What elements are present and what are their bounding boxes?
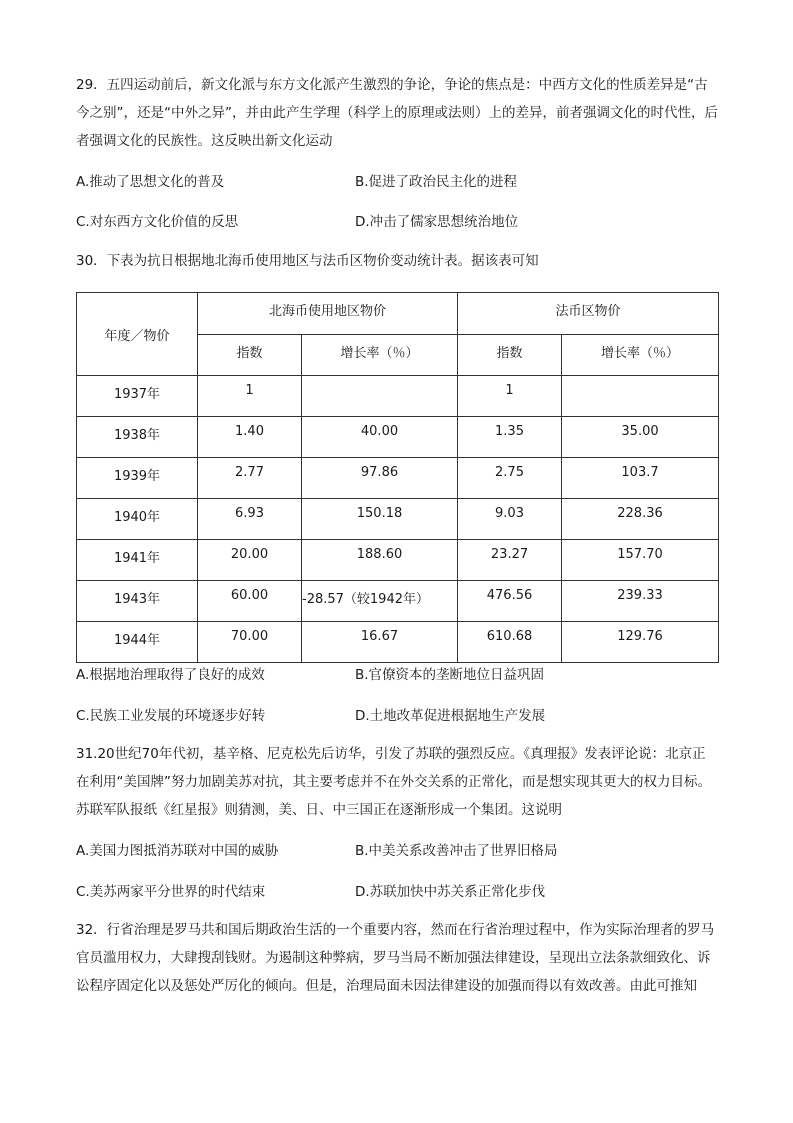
cell-beihai-rate: -28.57（较1942年） <box>302 581 458 622</box>
cell-year: 1944年 <box>77 622 198 663</box>
cell-fabi-rate: 35.00 <box>562 417 719 458</box>
q30-options-row-2 <box>76 704 718 726</box>
cell-beihai-index: 1 <box>198 376 302 417</box>
cell-fabi-index: 23.27 <box>458 540 562 581</box>
cell-fabi-rate: 228.36 <box>562 499 719 540</box>
q31-option-d[interactable]: D.苏联加快中苏关系正常化步伐 <box>355 884 546 900</box>
table-subheader-index: 指数 <box>198 334 302 376</box>
cell-beihai-index: 70.00 <box>198 622 302 663</box>
q29-option-d[interactable]: D.冲击了儒家思想统治地位 <box>355 214 519 230</box>
table-subheader-index: 指数 <box>458 334 562 376</box>
cell-fabi-index: 476.56 <box>458 581 562 622</box>
table-row <box>77 581 719 622</box>
cell-beihai-index: 1.40 <box>198 417 302 458</box>
cell-year: 1943年 <box>77 581 198 622</box>
q31-option-c[interactable]: C.美苏两家平分世界的时代结束 <box>76 884 266 900</box>
q32-stem: 32．行省治理是罗马共和国后期政治生活的一个重要内容，然而在行省治理过程中，作为实际治理者的罗马官员滥用权力，大肆搜刮钱财。为遏制这种弊病，罗马当局不断加强法律建设，呈现出立法条款细致化、诉讼程序固定化以及惩处严厉化的倾向。但是，治理局面未因法律建设的加强而得以有效改善。由此可推知 <box>76 922 715 994</box>
cell-beihai-rate <box>302 376 458 417</box>
cell-fabi-index: 1.35 <box>458 417 562 458</box>
cell-beihai-rate: 40.00 <box>302 417 458 458</box>
cell-beihai-index: 6.93 <box>198 499 302 540</box>
table-row <box>77 622 719 663</box>
cell-year: 1938年 <box>77 417 198 458</box>
q29-options-row-1 <box>76 170 718 192</box>
q31-options-row-2 <box>76 880 718 902</box>
q29-options-row-2 <box>76 210 718 232</box>
cell-fabi-rate: 103.7 <box>562 458 719 499</box>
q30-option-b[interactable]: B.官僚资本的垄断地位日益巩固 <box>355 667 545 683</box>
cell-fabi-index: 1 <box>458 376 562 417</box>
cell-fabi-index: 9.03 <box>458 499 562 540</box>
table-row <box>77 540 719 581</box>
cell-fabi-index: 2.75 <box>458 458 562 499</box>
q31-options-row-1 <box>76 839 718 861</box>
cell-year: 1939年 <box>77 458 198 499</box>
table-row <box>77 376 719 417</box>
q29-option-c[interactable]: C.对东西方文化价值的反思 <box>76 214 239 230</box>
cell-fabi-rate: 157.70 <box>562 540 719 581</box>
table-row <box>77 499 719 540</box>
q31-option-b[interactable]: B.中美关系改善冲击了世界旧格局 <box>355 843 558 859</box>
q30-options-row-1 <box>76 663 718 685</box>
table-row <box>77 458 719 499</box>
cell-fabi-rate: 239.33 <box>562 581 719 622</box>
q29-option-a[interactable]: A.推动了思想文化的普及 <box>76 174 225 190</box>
cell-year: 1941年 <box>77 540 198 581</box>
cell-year: 1940年 <box>77 499 198 540</box>
q30-option-a[interactable]: A.根据地治理取得了良好的成效 <box>76 667 265 683</box>
q29-stem: 29．五四运动前后，新文化派与东方文化派产生激烈的争论，争论的焦点是：中西方文化的性质差异是“古今之别”，还是“中外之异”，并由此产生学理（科学上的原理或法则）上的差异，前者强调文化的时代性，后者强调文化的民族性。这反映出新文化运动 <box>76 77 718 149</box>
cell-year: 1937年 <box>77 376 198 417</box>
cell-fabi-rate: 129.76 <box>562 622 719 663</box>
cell-beihai-rate: 188.60 <box>302 540 458 581</box>
cell-beihai-index: 20.00 <box>198 540 302 581</box>
cell-fabi-rate <box>562 376 719 417</box>
cell-beihai-rate: 16.67 <box>302 622 458 663</box>
q30-option-d[interactable]: D.土地改革促进根据地生产发展 <box>355 708 546 724</box>
cell-beihai-index: 2.77 <box>198 458 302 499</box>
table-group-header-beihai: 北海币使用地区物价 <box>198 293 458 335</box>
price-stats-table <box>76 292 719 663</box>
q30-option-c[interactable]: C.民族工业发展的环境逐步好转 <box>76 708 266 724</box>
q31-stem: 31.20世纪70年代初，基辛格、尼克松先后访华，引发了苏联的强烈反应。《真理报》发表评论说：北京正在利用“美国牌”努力加剧美苏对抗，其主要考虑并不在外交关系的正常化，而是想实现其更大的权力目标。苏联军队报纸《红星报》则猜测，美、日、中三国正在逐渐形成一个集团。这说明 <box>76 746 711 818</box>
table-corner-header: 年度／物价 <box>77 293 198 376</box>
table-group-header-fabi: 法币区物价 <box>458 293 719 335</box>
q30-stem: 30．下表为抗日根据地北海币使用地区与法币区物价变动统计表。据该表可知 <box>76 253 539 269</box>
q31-option-a[interactable]: A.美国力图抵消苏联对中国的威胁 <box>76 843 279 859</box>
table-subheader-rate: 增长率（％） <box>562 334 719 376</box>
table-subheader-rate: 增长率（％） <box>302 334 458 376</box>
cell-beihai-index: 60.00 <box>198 581 302 622</box>
q29-option-b[interactable]: B.促进了政治民主化的进程 <box>355 174 518 190</box>
cell-fabi-index: 610.68 <box>458 622 562 663</box>
cell-beihai-rate: 97.86 <box>302 458 458 499</box>
cell-beihai-rate: 150.18 <box>302 499 458 540</box>
table-row <box>77 417 719 458</box>
